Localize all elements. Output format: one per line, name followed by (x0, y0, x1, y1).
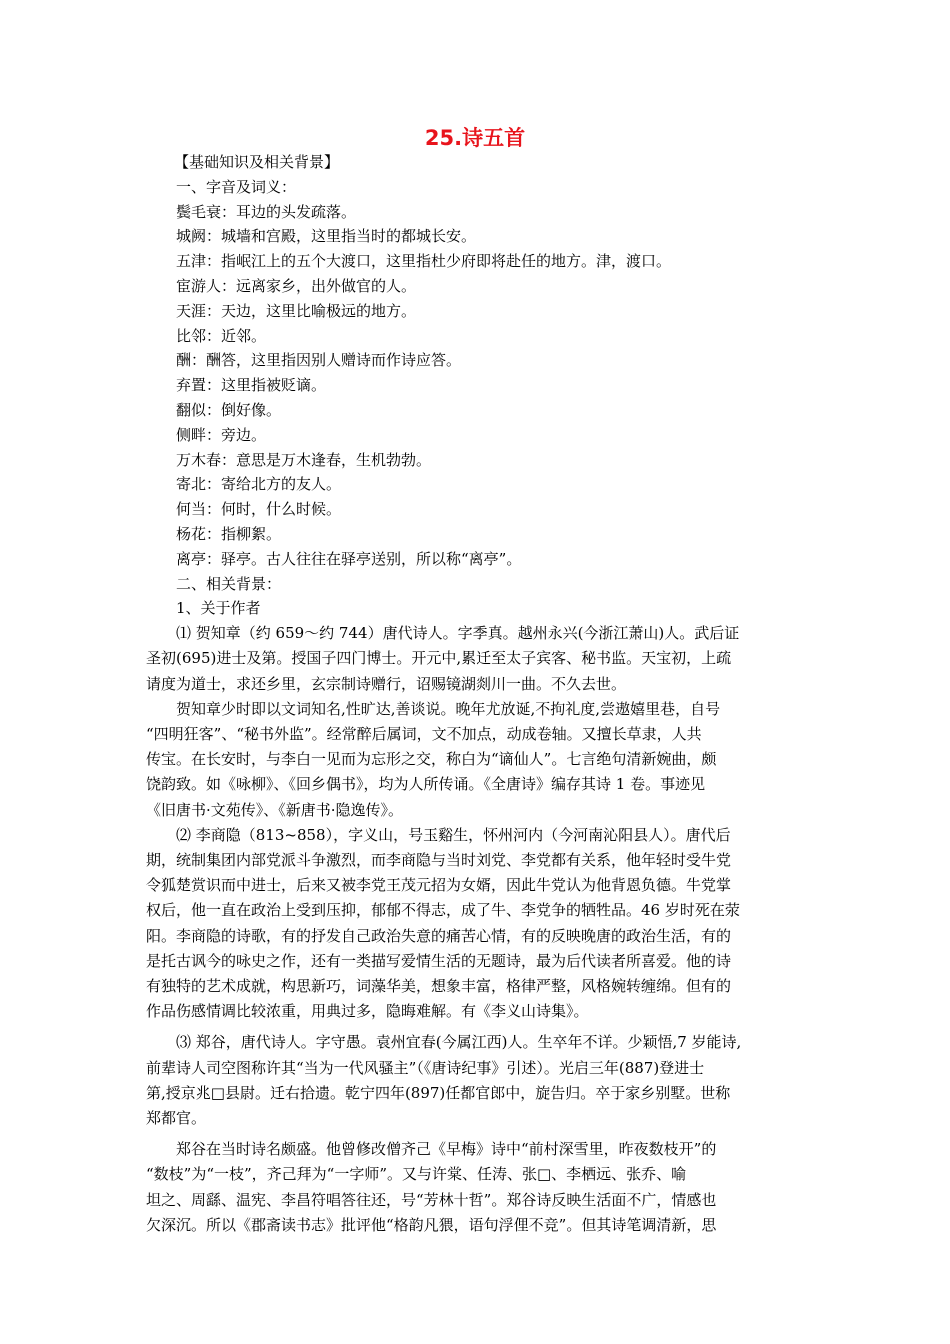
vocab-item: 五津：指岷江上的五个大渡口，这里指杜少府即将赴任的地方。津，渡口。 (176, 252, 672, 271)
vocab-item: 寄北：寄给北方的友人。 (176, 475, 342, 494)
author-paragraphs (146, 621, 801, 1238)
vocab-item: 鬓毛衰：耳边的头发疏落。 (176, 202, 357, 221)
author-paragraph (146, 621, 801, 697)
vocab-item: 万木春：意思是万木逢春，生机勃勃。 (176, 450, 432, 469)
paragraph-line: 坦之、周繇、温宪、李昌符唱答往还，号“芳林十哲”。郑谷诗反映生活面不广，情感也 (146, 1190, 717, 1209)
paragraph-line: 请度为道士，求还乡里，玄宗制诗赠行，诏赐镜湖剡川一曲。不久去世。 (146, 674, 627, 693)
paragraph-line: 有独特的艺术成就，构思新巧，词藻华美，想象丰富，格律严整，风格婉转缠绵。但有的 (146, 976, 732, 995)
paragraph-first-line: 郑谷在当时诗名颇盛。他曾修改僧齐己《早梅》诗中“前村深雪里，昨夜数枝开”的 (176, 1140, 717, 1159)
about-author-heading: 1、关于作者 (176, 599, 261, 618)
paragraph-line: 权后，他一直在政治上受到压抑，郁郁不得志，成了牛、李党争的牺牲品。46 岁时死在荥 (146, 901, 740, 920)
paragraph-line: 郑都官。 (146, 1109, 207, 1127)
vocab-item: 侧畔：旁边。 (176, 425, 267, 444)
paragraph-line: 期，统制集团内部党派斗争激烈，而李商隐与当时刘党、李党都有关系，他年轻时受牛党 (146, 850, 732, 869)
paragraph-line: 第,授京兆□县尉。迁右拾遗。乾宁四年(897)任都官郎中，旋告归。卒于家乡别墅。世称 (146, 1083, 731, 1102)
paragraph-line: 《旧唐书·文苑传》、《新唐书·隐逸传》。 (146, 800, 404, 819)
paragraph-line: 传宝。在长安时，与李白一见而为忘形之交，称白为“谪仙人”。七言绝句清新婉曲，颇 (146, 750, 717, 769)
vocab-item: 离亭：驿亭。古人往往在驿亭送别，所以称“离亭”。 (176, 549, 522, 568)
paragraph-first-line: ⑴ 贺知章（约 659～约 744）唐代诗人。字季真。越州永兴(今浙江萧山)人。武后证 (176, 624, 740, 643)
paragraph-first-line: ⑶ 郑谷，唐代诗人。字守愚。袁州宜春(今属江西)人。生卒年不详。少颖悟,7 岁能诗, (176, 1033, 742, 1052)
vocab-item: 宦游人：远离家乡，出外做官的人。 (176, 276, 417, 295)
paragraph-line: 欠深沉。所以《郡斋读书志》批评他“格韵凡猥，语句浮俚不竞”。但其诗笔调清新，思 (146, 1215, 717, 1234)
paragraph-line: “四明狂客”、“秘书外监”。经常醉后属词，文不加点，动成卷轴。又擅长草隶，人共 (146, 724, 702, 743)
paragraph-line: 前辈诗人司空图称许其“当为一代风骚主”（《唐诗纪事》引述）。光启三年(887)登进士 (146, 1058, 705, 1077)
vocab-item: 杨花：指柳絮。 (176, 524, 282, 543)
vocab-item: 酬：酬答，这里指因别人赠诗而作诗应答。 (176, 351, 462, 370)
paragraph-line: 圣初(695)进士及第。授国子四门博士。开元中,累迁至太子宾客、秘书监。天宝初，上疏 (146, 649, 732, 668)
vocab-item: 城阙：城墙和宫殿，这里指当时的都城长安。 (176, 227, 477, 246)
vocab-item: 比邻：近邻。 (176, 326, 267, 345)
author-paragraph (146, 823, 801, 1025)
vocab-item: 弃置：这里指被贬谪。 (176, 376, 327, 395)
paragraph-first-line: ⑵ 李商隐（813~858），字义山，号玉谿生，怀州河内（今河南沁阳县人）。唐代后 (176, 825, 731, 844)
paragraph-first-line: 贺知章少时即以文词知名,性旷达,善谈说。晚年尤放诞,不拘礼度,尝遨嬉里巷，自号 (176, 699, 721, 718)
paragraph-line: 是托古讽今的咏史之作，还有一类描写爱情生活的无题诗，最为后代读者所喜爱。他的诗 (146, 951, 732, 970)
author-paragraph (146, 1137, 801, 1238)
author-paragraph (146, 1030, 801, 1131)
vocab-item: 翻似：倒好像。 (176, 400, 282, 419)
vocab-item: 何当：何时，什么时候。 (176, 500, 342, 519)
page-title: 25.诗五首 (424, 126, 526, 150)
paragraph-line: 令狐楚赏识而中进士，后来又被李党王茂元招为女婿，因此牛党认为他背恩负德。牛党掌 (146, 876, 732, 895)
paragraph-line: “数枝”为“一枝”，齐己拜为“一字师”。又与许棠、任涛、张□、李栖远、张乔、喻 (146, 1165, 687, 1184)
vocab-item: 天涯：天边，这里比喻极远的地方。 (176, 301, 417, 320)
paragraph-line: 饶韵致。如《咏柳》、《回乡偶书》，均为人所传诵。《全唐诗》编存其诗 1 卷。事迹见 (146, 775, 706, 794)
paragraph-line: 作品伤感情调比较浓重，用典过多，隐晦难解。有《李义山诗集》。 (146, 1002, 589, 1021)
part1-heading: 一、字音及词义： (176, 177, 297, 196)
part2-heading: 二、相关背景： (176, 574, 282, 593)
section-heading: 【基础知识及相关背景】 (174, 153, 340, 171)
author-paragraph (146, 697, 801, 823)
document-body (146, 150, 801, 1238)
paragraph-line: 阳。李商隐的诗歌，有的抒发自己政治失意的痛苦心情，有的反映晚唐的政治生活，有的 (146, 926, 732, 945)
